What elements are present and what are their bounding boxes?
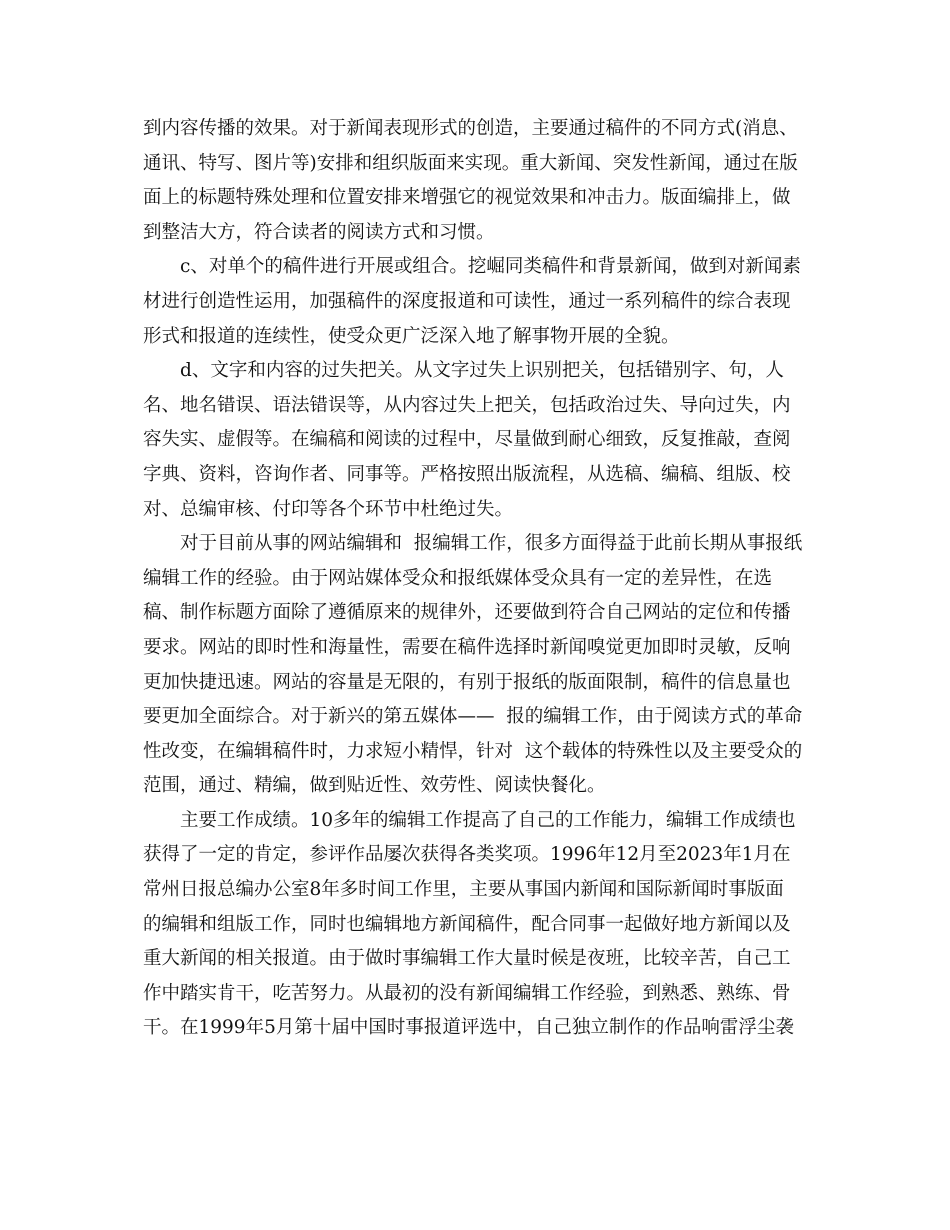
text-line: 获得了一定的肯定，参评作品屡次获得各类奖项。1996年12月至2023年1月在	[143, 844, 791, 866]
paragraph-start-line: c、对单个的稿件进行开展或组合。挖崛同类稿件和背景新闻，做到对新闻素	[180, 256, 801, 278]
text-line: 重大新闻的相关报道。由于做时事编辑工作大量时候是夜班，比较辛苦，自己工	[143, 948, 791, 970]
text-line: 作中踏实肯干，吃苦努力。从最初的没有新闻编辑工作经验，到熟悉、熟练、骨	[143, 982, 791, 1004]
paragraph-start-line: 对于目前从事的网站编辑和 报编辑工作，很多方面得益于此前长期从事报纸	[180, 533, 803, 555]
text-line: 容失实、虚假等。在编稿和阅读的过程中，尽量做到耐心细致，反复推敲，查阅	[143, 429, 791, 451]
text-line: 到内容传播的效果。对于新闻表现形式的创造，主要通过稿件的不同方式(消息、	[143, 118, 798, 139]
text-line: 稿、制作标题方面除了遵循原来的规律外，还要做到符合自己网站的定位和传播	[143, 602, 791, 624]
text-line: 材进行创造性运用，加强稿件的深度报道和可读性，通过一系列稿件的综合表现	[143, 290, 791, 312]
text-line: 形式和报道的连续性，使受众更广泛深入地了解事物开展的全貌。	[143, 325, 680, 347]
text-line: 性改变，在编辑稿件时，力求短小精悍，针对 这个载体的特殊性以及主要受众的	[143, 740, 803, 762]
body-text	[143, 112, 813, 1046]
text-line: 面上的标题特殊处理和位置安排来增强它的视觉效果和冲击力。版面编排上，做	[143, 187, 791, 209]
text-line: 范围，通过、精编，做到贴近性、效劳性、阅读快餐化。	[143, 775, 606, 797]
text-line: 常州日报总编办公室8年多时间工作里，主要从事国内新闻和国际新闻时事版面	[143, 879, 784, 901]
text-line: 要求。网站的即时性和海量性，需要在稿件选择时新闻嗅觉更加即时灵敏，反响	[143, 636, 791, 658]
text-line: 的编辑和组版工作，同时也编辑地方新闻稿件，配合同事一起做好地方新闻以及	[143, 913, 791, 935]
text-line: 名、地名错误、语法错误等，从内容过失上把关，包括政治过失、导向过失，内	[143, 394, 791, 416]
text-line: 对、总编审核、付印等各个环节中杜绝过失。	[143, 498, 514, 520]
text-line: 更加快捷迅速。网站的容量是无限的，有别于报纸的版面限制，稿件的信息量也	[143, 671, 791, 693]
paragraph-start-line: 主要工作成绩。10多年的编辑工作提高了自己的工作能力，编辑工作成绩也	[180, 809, 796, 831]
text-line: 到整洁大方，符合读者的阅读方式和习惯。	[143, 221, 495, 243]
text-line: 干。在1999年5月第十届中国时事报道评选中，自己独立制作的作品响雷浮尘袭	[143, 1017, 794, 1039]
text-line: 字典、资料，咨询作者、同事等。严格按照出版流程，从选稿、编稿、组版、校	[143, 463, 791, 485]
text-line: 要更加全面综合。对于新兴的第五媒体—— 报的编辑工作，由于阅读方式的革命	[143, 706, 803, 728]
paragraph-start-line: d、文字和内容的过失把关。从文字过失上识别把关，包括错别字、句，人	[180, 360, 784, 382]
text-line: 编辑工作的经验。由于网站媒体受众和报纸媒体受众具有一定的差异性，在选	[143, 567, 773, 589]
text-line: 通讯、特写、图片等)安排和组织版面来实现。重大新闻、突发性新闻，通过在版	[143, 152, 798, 174]
